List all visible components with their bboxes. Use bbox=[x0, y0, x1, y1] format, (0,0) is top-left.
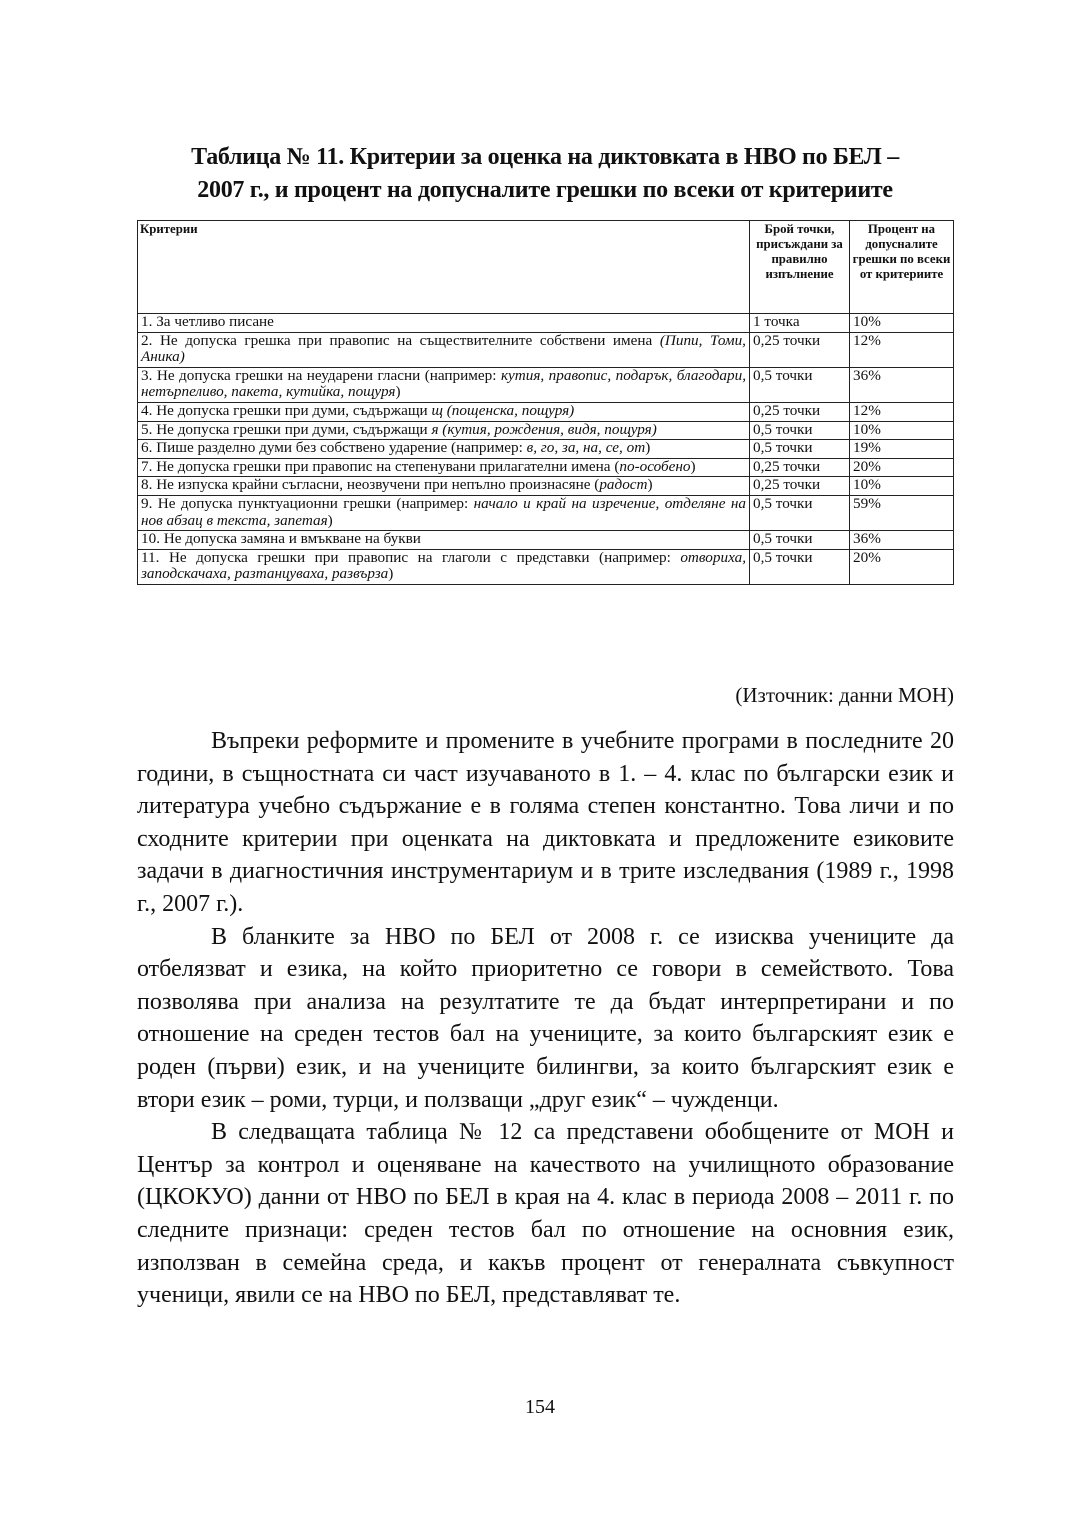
percent-cell: 20% bbox=[850, 458, 954, 477]
table-caption-line-2: 2007 г., и процент на допусналите грешки по всеки от критериите bbox=[197, 177, 893, 203]
table-caption bbox=[130, 141, 960, 207]
source-note: (Източник: данни МОН) bbox=[735, 683, 954, 707]
header-points: Брой точки, присъждани за правилно изпълнение bbox=[750, 221, 850, 314]
table-row bbox=[138, 458, 954, 477]
header-percent: Процент на допусналите грешки по всеки от критериите bbox=[850, 221, 954, 314]
points-cell: 0,25 точки bbox=[750, 402, 850, 421]
criterion-text-end: ) bbox=[388, 565, 394, 583]
criterion-text-end: ) bbox=[690, 457, 696, 475]
percent-cell: 20% bbox=[850, 549, 954, 584]
points-cell: 1 точка bbox=[750, 314, 850, 333]
criterion-examples: (Пипи, Томи, Аника) bbox=[141, 331, 746, 366]
criterion-examples: в, го, за, на, се, от bbox=[526, 439, 646, 457]
criterion-examples: по-особено bbox=[619, 457, 691, 475]
criterion-examples: я (кутия, рождения, видя, пощуря) bbox=[431, 420, 657, 438]
table-row bbox=[138, 440, 954, 459]
percent-cell: 59% bbox=[850, 495, 954, 530]
percent-cell: 10% bbox=[850, 421, 954, 440]
percent-cell: 10% bbox=[850, 314, 954, 333]
percent-cell: 36% bbox=[850, 367, 954, 402]
points-cell: 0,5 точки bbox=[750, 495, 850, 530]
criterion-cell bbox=[138, 531, 750, 550]
criterion-cell bbox=[138, 367, 750, 402]
criterion-text: 11. Не допуска грешки при правопис на глаголи с представки (например: bbox=[141, 548, 681, 566]
criterion-text: 6. Пише разделно думи без собствено ударение (например: bbox=[141, 439, 527, 457]
criterion-cell bbox=[138, 549, 750, 584]
points-cell: 0,25 точки bbox=[750, 477, 850, 496]
criterion-examples: радост bbox=[599, 476, 648, 494]
percent-cell: 19% bbox=[850, 440, 954, 459]
criterion-text-end: ) bbox=[645, 439, 651, 457]
criterion-examples: кутия, правопис, подарък, благодари, нетърпеливо, пакета, кутийка, пощуря bbox=[141, 366, 747, 401]
criterion-text-end: ) bbox=[647, 476, 653, 494]
table-row bbox=[138, 421, 954, 440]
table-row bbox=[138, 531, 954, 550]
criterion-text: 1. За четливо писане bbox=[141, 313, 274, 330]
body-text bbox=[137, 725, 954, 1312]
paragraph: В бланките за НВО по БЕЛ от 2008 г. се изисква учениците да отбелязват и езика, на който приоритетно се говори в семейството. Това позволява при анализа на резултатите те да бъдат интерпретирани и по отношение на среден тестов бал на учениците, за които българският език е роден (първи) език, и на учениците билингви, за които българският език е втори език – роми, турци, и ползващи „друг език“ – чужденци. bbox=[137, 923, 954, 1113]
criterion-text-end: ) bbox=[395, 383, 401, 401]
points-cell: 0,5 точки bbox=[750, 367, 850, 402]
criterion-cell bbox=[138, 440, 750, 459]
paragraph: В следващата таблица № 12 са представени обобщените от МОН и Център за контрол и оценяване на качеството на училищното образование (ЦКОКУО) данни от НВО по БЕЛ в края на 4. клас в периода 2008 – 2011 г. по следните признаци: среден тестов бал по отношение на основния език, използван в семейна среда, и какъв процент от генералната съвкупност ученици, явили се на НВО по БЕЛ, представляват те. bbox=[137, 1119, 954, 1309]
criterion-text: 10. Не допуска замяна и вмъкване на букви bbox=[141, 530, 421, 548]
table-row bbox=[138, 549, 954, 584]
table-row bbox=[138, 314, 954, 333]
table-row bbox=[138, 332, 954, 367]
criterion-examples: отвориха, заподскачаха, разтанцуваха, развърза bbox=[141, 548, 746, 583]
paragraph: Въпреки реформите и промените в учебните програми в последните 20 години, в същностната си част изучаваното в 1. – 4. клас по български език и литература учебно съдържание е в голяма степен константно. Това личи и по сходните критерии при оценката на диктовката и предложените езиковите задачи в диагностичния инструментариум и в трите изследвания (1989 г., 1998 г., 2007 г.). bbox=[137, 728, 954, 917]
points-cell: 0,5 точки bbox=[750, 440, 850, 459]
criterion-text: 4. Не допуска грешки при думи, съдържащи bbox=[141, 401, 432, 419]
table-row bbox=[138, 367, 954, 402]
criterion-text: 9. Не допуска пунктуационни грешки (например: bbox=[141, 494, 474, 512]
criterion-cell bbox=[138, 421, 750, 440]
criterion-cell bbox=[138, 402, 750, 421]
criterion-cell bbox=[138, 314, 750, 333]
criterion-examples: щ (пощенска, пощуря) bbox=[431, 401, 575, 419]
criterion-text: 5. Не допуска грешки при думи, съдържащи bbox=[141, 420, 432, 438]
points-cell: 0,5 точки bbox=[750, 531, 850, 550]
criterion-text: 8. Не изпуска крайни съгласни, неозвучени при непълно произнасяне ( bbox=[141, 476, 600, 494]
points-cell: 0,5 точки bbox=[750, 421, 850, 440]
criteria-table bbox=[137, 220, 954, 585]
criterion-cell bbox=[138, 477, 750, 496]
points-cell: 0,5 точки bbox=[750, 549, 850, 584]
points-cell: 0,25 точки bbox=[750, 458, 850, 477]
criterion-text-end: ) bbox=[327, 511, 333, 529]
header-criteria: Критерии bbox=[138, 221, 750, 314]
criterion-text: 2. Не допуска грешка при правопис на съществителните собствени имена bbox=[141, 331, 660, 349]
criterion-text: 7. Не допуска грешки при правопис на степенувани прилагателни имена ( bbox=[141, 457, 620, 475]
table-row bbox=[138, 402, 954, 421]
percent-cell: 36% bbox=[850, 531, 954, 550]
criterion-text: 3. Не допуска грешки на неударени гласни (например: bbox=[141, 366, 501, 384]
criterion-cell bbox=[138, 458, 750, 477]
criterion-examples: начало и край на изречение, отделяне на нов абзац в текста, запетая bbox=[141, 494, 746, 529]
percent-cell: 12% bbox=[850, 402, 954, 421]
percent-cell: 12% bbox=[850, 332, 954, 367]
percent-cell: 10% bbox=[850, 477, 954, 496]
table-body bbox=[138, 314, 954, 585]
table-row bbox=[138, 477, 954, 496]
criterion-cell bbox=[138, 332, 750, 367]
table-header-row bbox=[138, 221, 954, 314]
table-caption-line-1: Таблица № 11. Критерии за оценка на диктовката в НВО по БЕЛ – bbox=[191, 144, 899, 170]
points-cell: 0,25 точки bbox=[750, 332, 850, 367]
criterion-cell bbox=[138, 495, 750, 530]
table-row bbox=[138, 495, 954, 530]
page-number: 154 bbox=[525, 1396, 555, 1418]
